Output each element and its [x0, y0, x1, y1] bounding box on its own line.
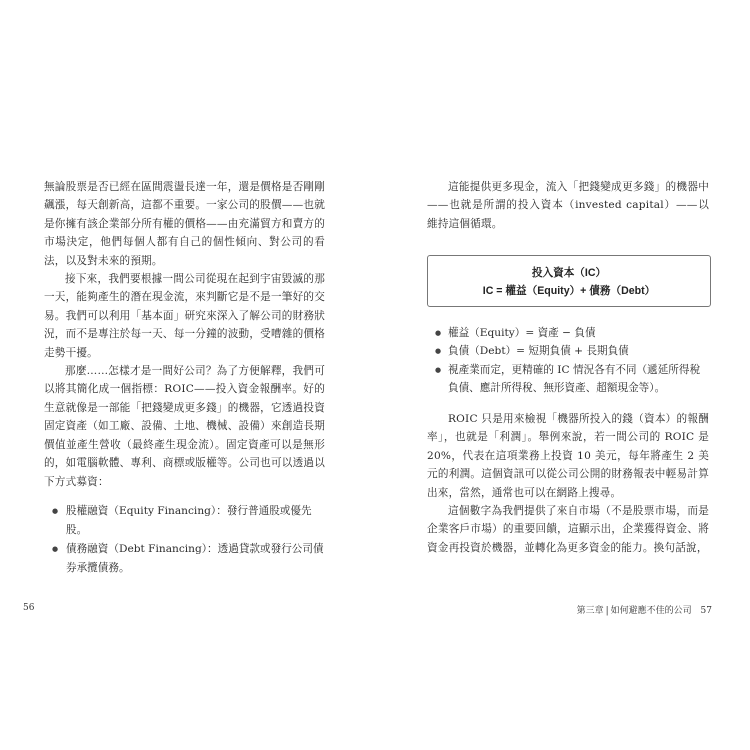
footer-separator: | — [605, 606, 609, 616]
right-intro-text — [427, 178, 709, 233]
right-running-footer — [577, 603, 712, 616]
formula-box — [427, 255, 711, 307]
ic-bullet-list — [427, 324, 709, 398]
right-body-text — [427, 410, 709, 557]
left-paragraph-1: 無論股票是否已經在區間震盪長達一年，還是價格是否剛剛飆漲，每天創新高，這都不重要。一家公司的股價——也就是你擁有該企業部分所有權的價格——由充滿貿方和賣方的市場決定，他們每個人都有自己的個性傾向、對公司的看法，以及對未來的預期。 — [44, 181, 325, 267]
formula-equation: IC = 權益（Equity）+ 債務（Debt） — [482, 285, 656, 297]
left-page-number: 56 — [23, 603, 35, 613]
bullet-debt-financing: ● 債務融資（Debt Financing）：透過貸款或發行公司債券承攬債務。 — [44, 540, 325, 578]
bullet-industry-note: ● 視產業而定，更精確的 IC 情況各有不同（遞延所得稅負債、應計所得稅、無形資產、超額現金等）。 — [427, 361, 709, 398]
right-intro-paragraph: 這能提供更多現金，流入「把錢變成更多錢」的機器中——也就是所謂的投入資本（invested capital）——以維持這個循環。 — [427, 181, 709, 230]
right-page-number: 57 — [700, 606, 712, 616]
left-paragraph-2: 接下來，我們要根據一間公司從現在起到宇宙毀滅的那一天，能夠產生的潛在現金流，來判斷它是不是一筆好的交易。我們可以利用「基本面」研究來深入了解公司的財務狀況，而不是專注於每一天、每一分鐘的波動，受嘈雜的價格走勢干擾。 — [44, 273, 325, 359]
chapter-label: 第三章 — [576, 606, 604, 616]
left-paragraph-3: 那麼……怎樣才是一間好公司？為了方便解釋，我們可以將其簡化成一個指標：ROIC——投入資金報酬率。好的生意就像是一部能「把錢變成更多錢」的機器，它透過投資固定資產（如工廠、設備、土地、機械、設備）來創造長期價值並產生營收（最終產生現金流）。固定資產可以是無形的，如電腦軟體、專利、商標或版權等。公司也可以透過以下方式募資： — [44, 365, 325, 488]
chapter-title: 如何避應不佳的公司 — [610, 606, 692, 616]
left-body-text — [44, 178, 325, 491]
right-page — [375, 0, 750, 750]
formula-title: 投入資本（IC） — [531, 267, 607, 279]
right-paragraph-2: 這個數字為我們提供了來自市場（不是股票市場，而是企業客戶市場）的重要回饋，這顯示出，企業獲得資金、將資金再投資於機器，並轉化為更多資金的能力。換句話說， — [427, 505, 709, 554]
bullet-debt: ● 負債（Debt）= 短期負債 + 長期負債 — [427, 342, 709, 360]
right-paragraph-1: ROIC 只是用來檢視「機器所投入的錢（資本）的報酬率」，也就是「利潤」。舉例來說，若一間公司的 ROIC 是 20%，代表在這項業務上投資 10 美元，每年將產生 2 美元的利潤。這個資訊可以從公司公開的財務報表中輕易計算出來，當然，通常也可以在網路上搜尋。 — [427, 413, 709, 499]
financing-bullet-list — [44, 502, 325, 578]
bullet-equity: ● 權益（Equity）= 資產 − 負債 — [427, 324, 709, 342]
bullet-equity-financing: ● 股權融資（Equity Financing）：發行普通股或優先股。 — [44, 502, 325, 540]
